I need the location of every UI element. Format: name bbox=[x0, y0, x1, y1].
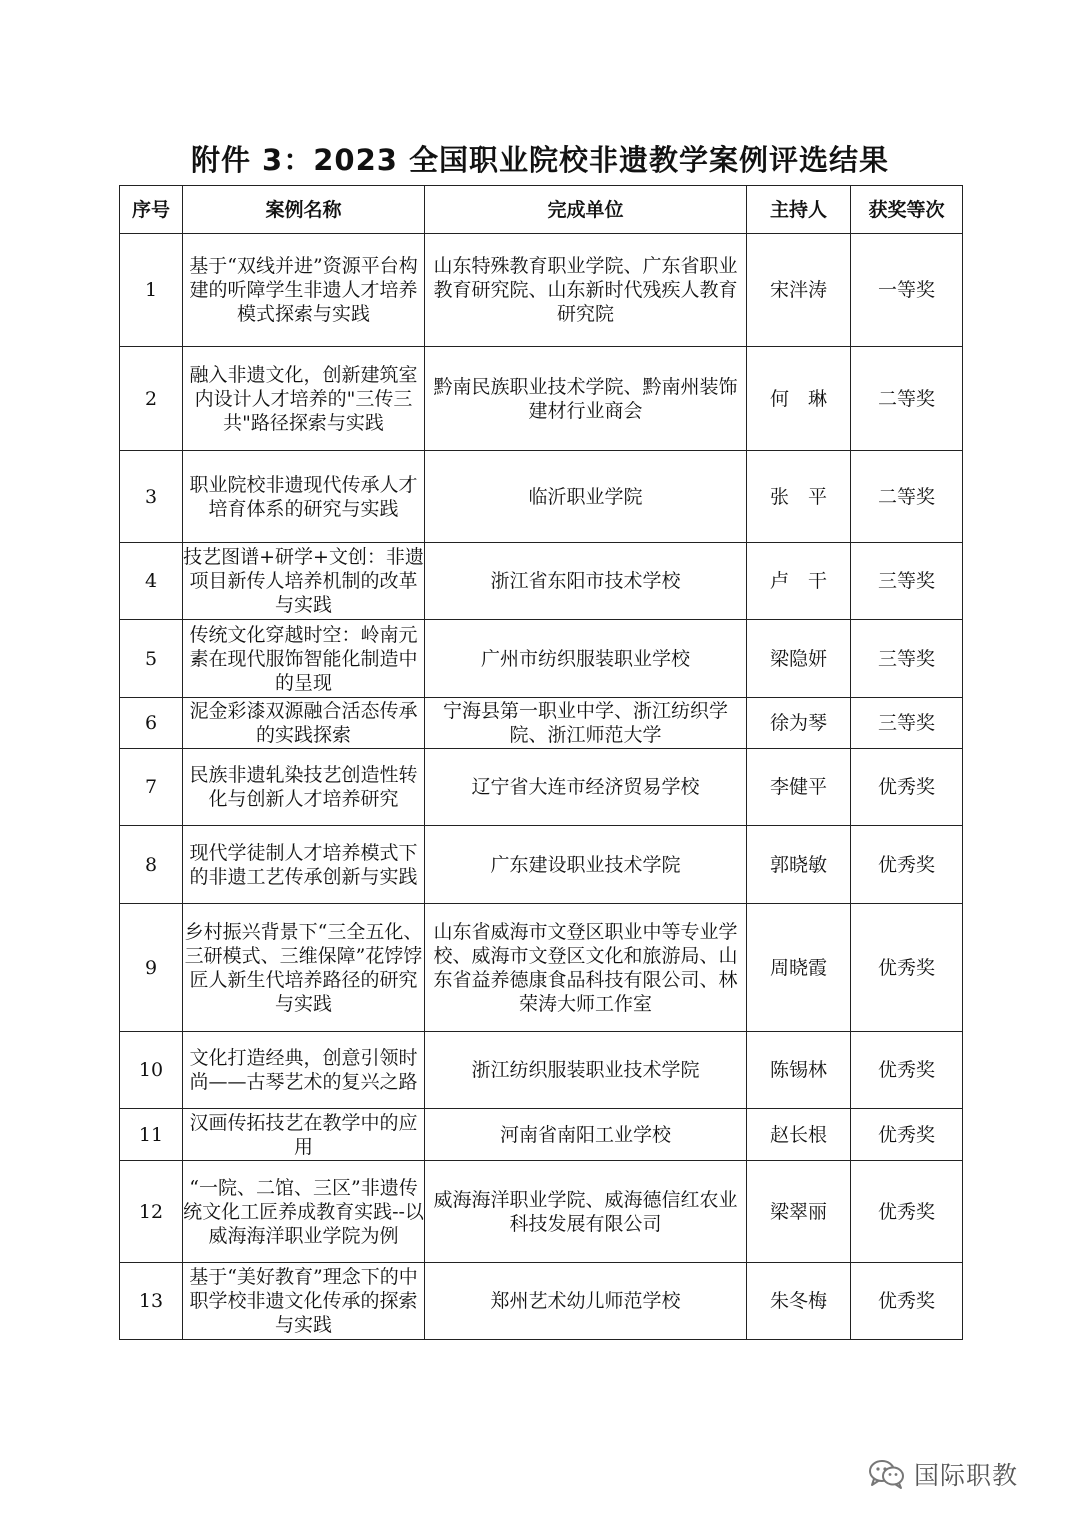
table-row bbox=[120, 1032, 963, 1109]
row-case-name: 基于“双线并进”资源平台构建的听障学生非遗人才培养模式探索与实践 bbox=[183, 234, 425, 347]
row-unit: 黔南民族职业技术学院、黔南州装饰建材行业商会 bbox=[425, 347, 747, 451]
row-case-name: 文化打造经典，创意引领时尚——古琴艺术的复兴之路 bbox=[183, 1032, 425, 1109]
watermark bbox=[868, 1452, 1018, 1496]
row-award: 优秀奖 bbox=[851, 1161, 963, 1263]
table-row bbox=[120, 234, 963, 347]
row-unit: 临沂职业学院 bbox=[425, 451, 747, 543]
row-unit: 广东建设职业技术学院 bbox=[425, 826, 747, 904]
row-index: 3 bbox=[120, 451, 183, 543]
row-unit: 浙江纺织服装职业技术学院 bbox=[425, 1032, 747, 1109]
row-index: 10 bbox=[120, 1032, 183, 1109]
row-host: 郭晓敏 bbox=[747, 826, 851, 904]
row-index: 8 bbox=[120, 826, 183, 904]
row-award: 三等奖 bbox=[851, 698, 963, 749]
table-row bbox=[120, 620, 963, 698]
row-award: 二等奖 bbox=[851, 451, 963, 543]
header-award: 获奖等次 bbox=[851, 186, 963, 234]
table-row bbox=[120, 347, 963, 451]
watermark-text: 国际职教 bbox=[914, 1461, 1019, 1490]
row-case-name: 传统文化穿越时空：岭南元素在现代服饰智能化制造中的呈现 bbox=[183, 620, 425, 698]
table-row bbox=[120, 826, 963, 904]
row-host: 徐为琴 bbox=[747, 698, 851, 749]
row-index: 6 bbox=[120, 698, 183, 749]
row-award: 优秀奖 bbox=[851, 1109, 963, 1161]
row-case-name: 乡村振兴背景下“三全五化、三研模式、三维保障”花饽饽匠人新生代培养路径的研究与实践 bbox=[183, 904, 425, 1032]
row-host: 李健平 bbox=[747, 749, 851, 826]
table-row bbox=[120, 543, 963, 620]
awards-table bbox=[119, 185, 963, 1340]
row-award: 三等奖 bbox=[851, 543, 963, 620]
table-row bbox=[120, 1263, 963, 1340]
row-host: 梁翠丽 bbox=[747, 1161, 851, 1263]
row-host: 周晓霞 bbox=[747, 904, 851, 1032]
row-award: 优秀奖 bbox=[851, 1263, 963, 1340]
table-row bbox=[120, 904, 963, 1032]
row-index: 5 bbox=[120, 620, 183, 698]
row-host: 张 平 bbox=[747, 451, 851, 543]
row-host: 朱冬梅 bbox=[747, 1263, 851, 1340]
row-index: 13 bbox=[120, 1263, 183, 1340]
table-row bbox=[120, 749, 963, 826]
row-award: 二等奖 bbox=[851, 347, 963, 451]
row-unit: 河南省南阳工业学校 bbox=[425, 1109, 747, 1161]
header-case-name: 案例名称 bbox=[183, 186, 425, 234]
row-award: 三等奖 bbox=[851, 620, 963, 698]
row-host: 何 琳 bbox=[747, 347, 851, 451]
row-award: 优秀奖 bbox=[851, 826, 963, 904]
row-unit: 威海海洋职业学院、威海德信红农业科技发展有限公司 bbox=[425, 1161, 747, 1263]
row-case-name: 现代学徒制人才培养模式下的非遗工艺传承创新与实践 bbox=[183, 826, 425, 904]
row-index: 2 bbox=[120, 347, 183, 451]
row-unit: 山东特殊教育职业学院、广东省职业教育研究院、山东新时代残疾人教育研究院 bbox=[425, 234, 747, 347]
row-award: 优秀奖 bbox=[851, 1032, 963, 1109]
row-index: 7 bbox=[120, 749, 183, 826]
row-award: 优秀奖 bbox=[851, 904, 963, 1032]
row-award: 一等奖 bbox=[851, 234, 963, 347]
table-header-row bbox=[120, 186, 963, 234]
page-title: 附件 3：2023 全国职业院校非遗教学案例评选结果 bbox=[190, 143, 890, 177]
row-host: 赵长根 bbox=[747, 1109, 851, 1161]
row-unit: 宁海县第一职业中学、浙江纺织学院、浙江师范大学 bbox=[425, 698, 747, 749]
row-case-name: 泥金彩漆双源融合活态传承的实践探索 bbox=[183, 698, 425, 749]
row-index: 9 bbox=[120, 904, 183, 1032]
table-row bbox=[120, 451, 963, 543]
row-case-name: 汉画传拓技艺在教学中的应用 bbox=[183, 1109, 425, 1161]
wechat-icon bbox=[868, 1458, 906, 1490]
row-index: 1 bbox=[120, 234, 183, 347]
row-host: 卢 干 bbox=[747, 543, 851, 620]
table-row bbox=[120, 698, 963, 749]
row-host: 梁隐妍 bbox=[747, 620, 851, 698]
row-case-name: 职业院校非遗现代传承人才培育体系的研究与实践 bbox=[183, 451, 425, 543]
row-award: 优秀奖 bbox=[851, 749, 963, 826]
row-unit: 郑州艺术幼儿师范学校 bbox=[425, 1263, 747, 1340]
row-case-name: 基于“美好教育”理念下的中职学校非遗文化传承的探索与实践 bbox=[183, 1263, 425, 1340]
row-case-name: 技艺图谱+研学+文创：非遗项目新传人培养机制的改革与实践 bbox=[183, 543, 425, 620]
row-unit: 辽宁省大连市经济贸易学校 bbox=[425, 749, 747, 826]
row-index: 11 bbox=[120, 1109, 183, 1161]
row-unit: 浙江省东阳市技术学校 bbox=[425, 543, 747, 620]
row-case-name: 民族非遗轧染技艺创造性转化与创新人才培养研究 bbox=[183, 749, 425, 826]
table-row bbox=[120, 1109, 963, 1161]
header-index: 序号 bbox=[120, 186, 183, 234]
table-row bbox=[120, 1161, 963, 1263]
row-case-name: “一院、二馆、三区”非遗传统文化工匠养成教育实践--以威海海洋职业学院为例 bbox=[183, 1161, 425, 1263]
header-host: 主持人 bbox=[747, 186, 851, 234]
row-index: 12 bbox=[120, 1161, 183, 1263]
row-index: 4 bbox=[120, 543, 183, 620]
header-unit: 完成单位 bbox=[425, 186, 747, 234]
row-unit: 广州市纺织服装职业学校 bbox=[425, 620, 747, 698]
row-host: 陈锡林 bbox=[747, 1032, 851, 1109]
row-case-name: 融入非遗文化，创新建筑室内设计人才培养的"三传三共"路径探索与实践 bbox=[183, 347, 425, 451]
row-unit: 山东省威海市文登区职业中等专业学校、威海市文登区文化和旅游局、山东省益养德康食品科技有限公司、林荣涛大师工作室 bbox=[425, 904, 747, 1032]
row-host: 宋泮涛 bbox=[747, 234, 851, 347]
